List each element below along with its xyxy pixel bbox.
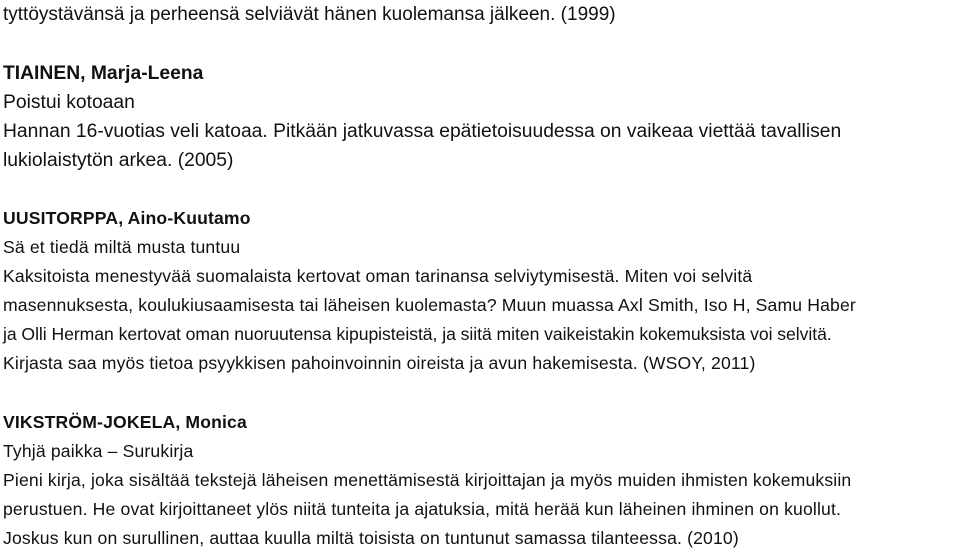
book-description-line: Kirjasta saa myös tietoa psyykkisen pahoinvoinnin oireista ja avun hakemisesta. (WSOY, 2011) [3, 353, 756, 373]
intro-line: tyttöystävänsä ja perheensä selviävät hänen kuolemansa jälkeen. (1999) [3, 4, 616, 25]
book-description-line: masennuksesta, koulukiusaamisesta tai läheisen kuolemasta? Muun muassa Axl Smith, Iso H, Samu Haber [3, 295, 856, 315]
book-entry-uusitorppa [3, 204, 958, 378]
book-description [3, 262, 958, 378]
book-description-line: ja Olli Herman kertovat oman nuoruutensa kipupisteistä, ja siitä miten vaikeistakin kokemuksista voi selvitä. [3, 324, 832, 344]
book-title: Poistui kotoaan [3, 91, 135, 113]
book-description-line: lukiolaistytön arkea. (2005) [3, 149, 234, 171]
paragraph-gap [3, 29, 958, 59]
intro-paragraph [3, 0, 958, 29]
book-description-line: perustuen. He ovat kirjoittaneet ylös niitä tunteita ja ajatuksia, mitä herää kun läheinen ihminen on kuollut. [3, 498, 842, 519]
book-author: VIKSTRÖM-JOKELA, Monica [3, 411, 247, 432]
book-description [3, 117, 958, 175]
book-entry-tiainen [3, 59, 958, 175]
book-description-line: Pieni kirja, joka sisältää tekstejä läheisen menettämisestä kirjoittajan ja myös muiden ihmisten kokemuksiin [3, 469, 852, 490]
paragraph-gap [3, 378, 958, 408]
book-title: Tyhjä paikka – Surukirja [3, 440, 194, 461]
book-description [3, 466, 958, 553]
book-description-line: Hannan 16-vuotias veli katoaa. Pitkään jatkuvassa epätietoisuudessa on vaikeaa viettää tavallisen [3, 120, 842, 142]
book-description-line: Kaksitoista menestyvää suomalaista kertovat oman tarinansa selviytymisestä. Miten voi selvitä [3, 266, 753, 286]
book-author: TIAINEN, Marja-Leena [3, 62, 204, 84]
book-author: UUSITORPPA, Aino-Kuutamo [3, 208, 251, 228]
document-page [3, 0, 958, 553]
book-entry-vikstrom-jokela [3, 408, 958, 553]
book-title: Sä et tiedä miltä musta tuntuu [3, 237, 241, 257]
paragraph-gap [3, 175, 958, 205]
book-description-line: Joskus kun on surullinen, auttaa kuulla miltä toisista on tuntunut samassa tilanteessa. (2010) [3, 527, 739, 548]
